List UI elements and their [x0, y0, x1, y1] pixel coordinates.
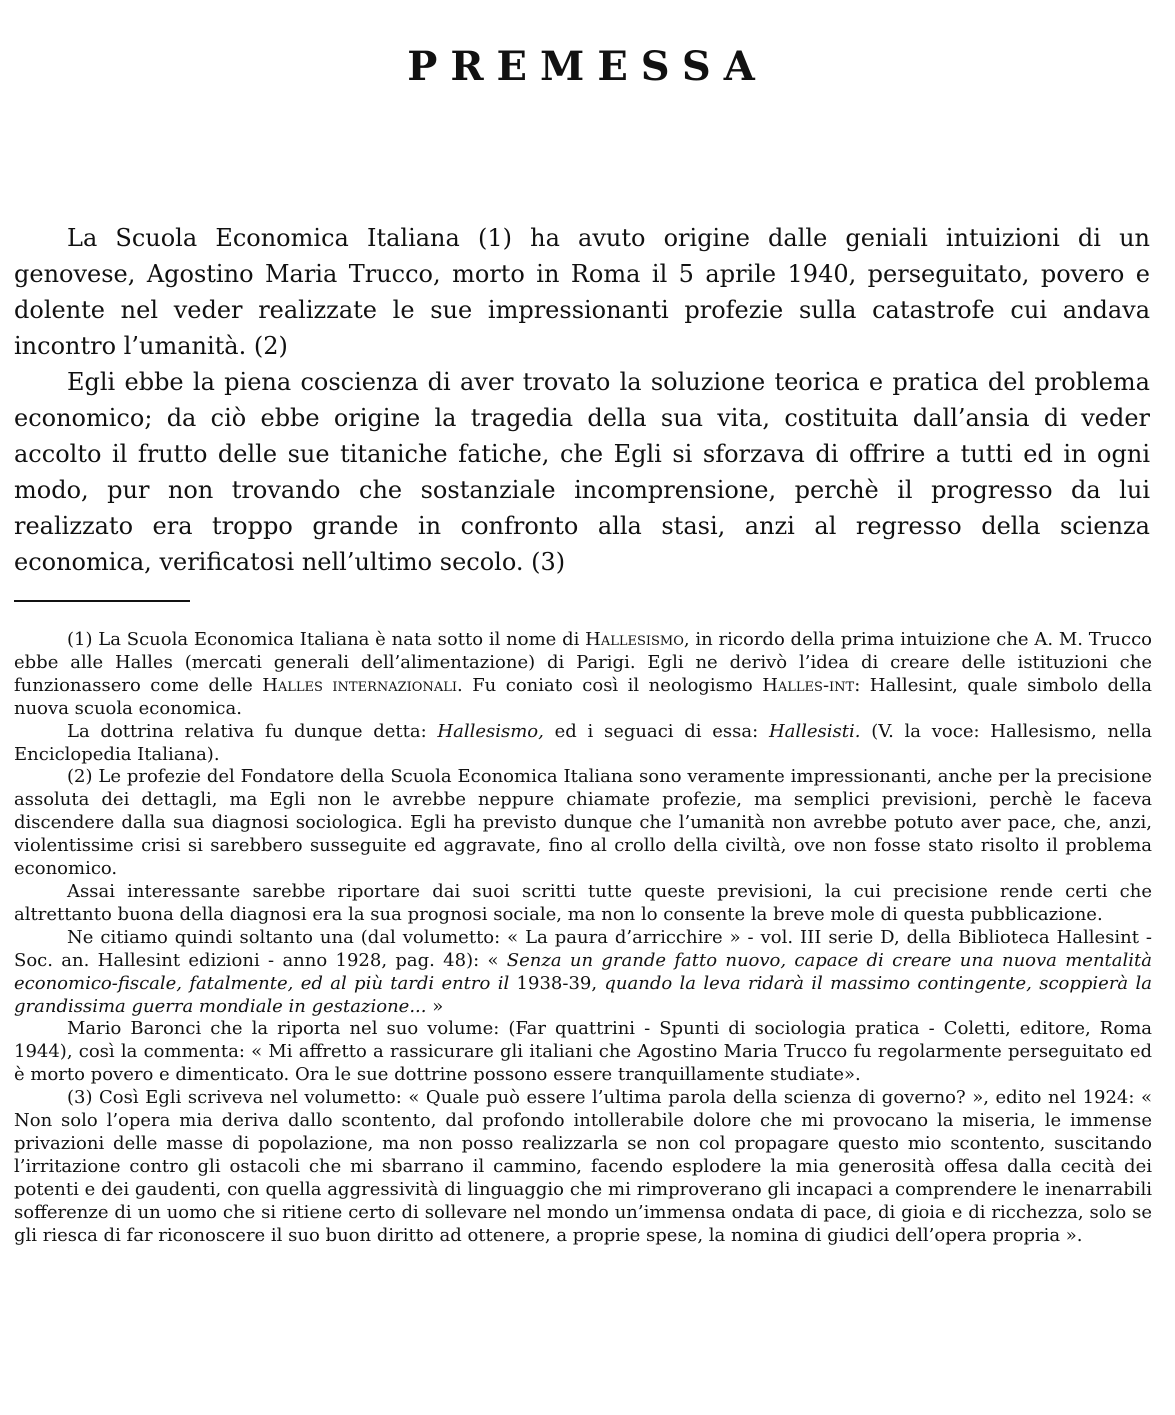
paragraph-1: La Scuola Economica Italiana (1) ha avuto origine dalle geniali intuizioni di un genovese, Agostino Maria Trucco, morto in Roma il 5 aprile 1940, perseguitato, povero e dolente nel veder realizzate le sue impressionanti profezie sulla catastrofe cui andava incontro l’umanità. (2): [14, 224, 1150, 360]
footnote-1-term-halles-internazionali: Halles internazionali: [262, 674, 457, 696]
footnote-3: (3) Così Egli scriveva nel volumetto: « Quale può essere l’ultima parola della scienza di governo? », edito nel 1924: « Non solo l’opera mia deriva dallo scontento, dal profondo intollerabile dolore che mi provocano la miseria, le immense privazioni delle masse di popolazione, ma non posso realizzarla se non col propagare questo mio scontento, suscitando l’irritazione contro gli ostacoli che mi sbarrano il cammino, facendo esplodere la mia generosità offesa dalla cecità dei potenti e dei gaudenti, con quella aggressività di linguaggio che mi rimproverano gli incapaci a comprendere le inenarrabili sofferenze di un uomo che si ritiene certo di sollevare nel mondo un’immensa ondata di pace, di gioia e di ricchezza, solo se gli riesca di far riconoscere il suo buon diritto ad ottenere, a proprie spese, la nomina di giudici dell’opera propria ».: [14, 1087, 1152, 1246]
footnote-2-quote-italic: quando la leva ridarà il massimo contingente, scoppierà la grandissima guerra mondiale in gestazione...: [14, 972, 1152, 1017]
footnote-1-text: . Fu coniato così il neologismo: [457, 674, 763, 696]
main-text: [14, 220, 1150, 580]
footnote-1-text: (1) La Scuola Economica Italiana è nata sotto il nome di: [67, 629, 586, 650]
footnote-1b-term-hallesismo: Hallesismo,: [437, 720, 544, 742]
footnotes: [14, 629, 1152, 1247]
footnote-2: (2) Le profezie del Fondatore della Scuola Economica Italiana sono veramente impressionanti, anche per la precisione assoluta dei dettagli, ma Egli non le avrebbe neppure chiamate profezie, ma semplici previsioni, perchè le faceva discendere dalla sua diagnosi sociologica. Egli ha previsto dunque che l’umanità non avrebbe potuto aver pace, che, anzi, violentissime crisi si sarebbero susseguite ed aggravate, fino al crollo della civiltà, ove non fosse stato risolto il problema economico.: [14, 766, 1152, 880]
footnote-2-quote-text: 1938-39,: [509, 972, 605, 994]
footnote-1-text: : Hallesint, quale simbolo della nuova scuola economica.: [14, 674, 1152, 719]
footnote-1-text: , in ricordo della prima intuizione che A. M. Trucco ebbe alle Halles (mercati generali dell’alimentazione) di Parigi. Egli ne derivò l’idea di creare delle istituzioni che funzionassero come delle: [14, 629, 1153, 696]
footnote-2-quote: [14, 927, 1152, 1019]
footnote-1b-term-hallesisti: Hallesisti.: [768, 720, 861, 742]
footnote-1b-text: La dottrina relativa fu dunque detta:: [67, 720, 438, 742]
footnote-1-continuation: [14, 721, 1152, 767]
page-title: PREMESSA: [407, 43, 768, 90]
footnote-1-term-halles-int: Halles-int: [762, 674, 855, 696]
footnote-1b-text: ed i seguaci di essa:: [543, 720, 769, 742]
footnote-separator: [14, 600, 190, 602]
footnote-2-quote-text: Ne citiamo quindi soltanto una (dal volumetto: « La paura d’arricchire » - vol. III serie D, della Biblioteca Hallesint - Soc. an. Hallesint edizioni - anno 1928, pag. 48): «: [14, 926, 1152, 971]
footnote-2-quote-text: »: [426, 995, 444, 1017]
footnote-1: [14, 629, 1152, 721]
paragraph-2: Egli ebbe la piena coscienza di aver trovato la soluzione teorica e pratica del problema economico; da ciò ebbe origine la tragedia della sua vita, costituita dall’ansia di veder accolto il frutto delle sue titaniche fatiche, che Egli si sforzava di offrire a tutti ed in ogni modo, pur non trovando che sostanziale incomprensione, perchè il progresso da lui realizzato era troppo grande in confronto alla stasi, anzi al regresso della scienza economica, verificatosi nell’ultimo secolo. (3): [14, 368, 1150, 576]
footnote-2-quote-italic: Senza un grande fatto nuovo, capace di creare una nuova mentalità economico-fiscale, fatalmente, ed al più tardi entro il: [14, 949, 1152, 994]
footnote-1-term-hallesismo: Hallesismo: [585, 629, 684, 650]
footnote-1b-text: (V. la voce: Hallesismo, nella Enciclopedia Italiana).: [14, 720, 1152, 765]
footnote-2-continuation: Assai interessante sarebbe riportare dai suoi scritti tutte queste previsioni, la cui precisione rende certi che altrettanto buona della diagnosi era la sua prognosi sociale, ma non lo consente la breve mole di questa pubblicazione.: [14, 880, 1152, 925]
footnote-2-commentary: Mario Baronci che la riporta nel suo volume: (Far quattrini - Spunti di sociologia pratica - Coletti, editore, Roma 1944), così la commenta: « Mi affretto a rassicurare gli italiani che Agostino Maria Trucco fu regolarmente perseguitato ed è morto povero e dimenticato. Ora le sue dottrine possono essere tranquillamente studiate».: [14, 1018, 1152, 1086]
